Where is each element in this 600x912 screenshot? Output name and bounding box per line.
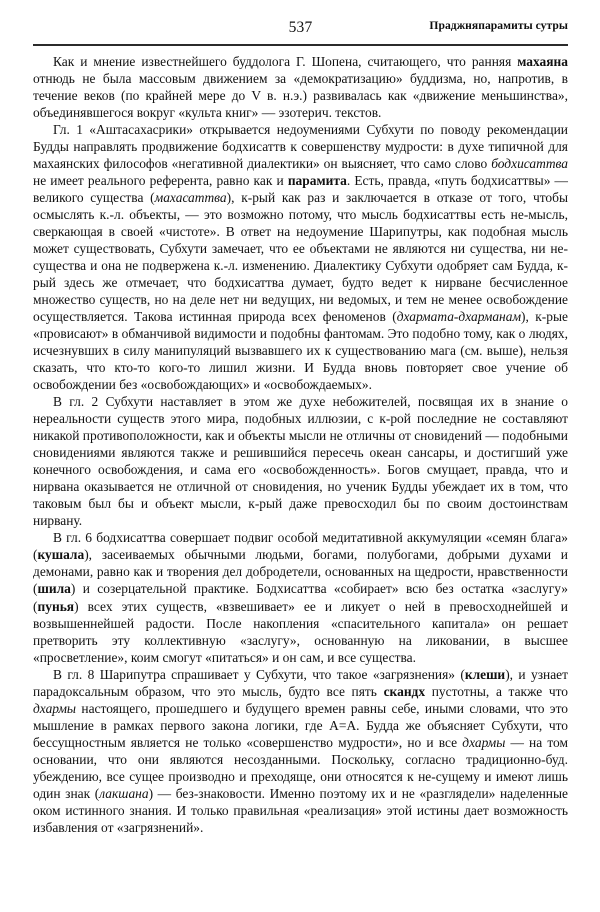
text-run: настоящего, прошедшего и будущего времен равны себе, иными словами, что это мышление в рамках первого закона логики, где А=А. Будда же объясняет Субхути, что бессущностным является не только «совершенство мудрости», но и все	[33, 700, 568, 750]
emphasis-italic: бодхисаттва	[491, 156, 568, 172]
emphasis-bold: скандх	[383, 683, 426, 699]
text-run: отнюдь не была массовым движением за «демократизацию» буддизма, но, напротив, в течение веков (по крайней мере до V в. н.э.) развивалась как «движение меньшинства», объединявшегося вокруг «культа книг» — эзотерич. текстов.	[33, 71, 568, 121]
paragraph	[33, 529, 568, 665]
text-run: не имеет реального референта, равно как и	[33, 173, 288, 189]
emphasis-bold: шила	[37, 581, 71, 597]
text-run: ), засеиваемых обычными людьми, богами, полубогами, добрыми духами и демонами, равно как и творения дел добродетели, основанных на щедрости, нравственности (	[33, 547, 568, 597]
body-text	[33, 53, 568, 836]
emphasis-bold: парамита	[287, 173, 347, 189]
text-run: В гл. 8 Шарипутра спрашивает у Субхути, что такое «загрязнения» (	[53, 666, 465, 682]
page-number: 537	[288, 19, 313, 36]
emphasis-italic: дхармы	[33, 700, 77, 716]
emphasis-italic: дхармата-дхарманам	[396, 309, 522, 325]
emphasis-italic: дхармы	[462, 734, 506, 750]
text-run: Как и мнение известнейшего буддолога Г. Шопена, считающего, что ранняя	[53, 54, 518, 69]
text-run: ) — без-знаковости. Именно поэтому их и не «разглядели» наделенные оком истинного знания. И только правильная «реализация» этой истины дает возможность избавления от «загрязнений».	[33, 785, 568, 835]
paragraph	[33, 666, 568, 836]
text-run: ), к-рые «провисают» в обманчивой видимости и подобны фантомам. Это подобно тому, как о людях, исчезнувших в силу манипуляций вызвавшего их к существованию мага (см. выше), нельзя сказать, что кто-то кого-то лишил жизни. И Будда вновь повторяет свое учение об освобождении без «освобождающих» и «освобождаемых».	[33, 309, 568, 393]
text-run: ), к-рый как раз и заключается в отказе от того, чтобы осмыслять к.-л. объекты, — это возможно потому, что мысль бодхисаттвы есть не-мысль, сверкающая в своей «чистоте». В ответ на недоумение Шарипутры, как подобная мысль может существовать, Субхути замечает, что ее объектами не являются ни существа, ни не-существа и она не подвержена к.-л. изменению. Диалектику Субхути одобряет сам Будда, к-рый здесь же отмечает, что бодхисаттва думает, будто ведет к нирване бесчисленное множество существ, но на деле нет ни ведущих, ни ведомых, и тем не менее освобождение осуществляется. Такова истинная природа всех феноменов (	[33, 190, 568, 325]
paragraph	[33, 53, 568, 121]
text-run: ), и узнает парадоксальным образом, что это мысль, будто все пять	[33, 666, 568, 699]
text-run: В гл. 6 бодхисаттва совершает подвиг особой медитативной аккумуляции «семян блага» (	[33, 530, 568, 563]
text-run: ) и созерцательной практике. Бодхисаттва «собирает» всю без остатка «заслугу» (	[33, 581, 568, 614]
paragraph	[33, 393, 568, 529]
text-run: В гл. 2 Субхути наставляет в этом же духе небожителей, посвящая их в знание о нереальности существ этого мира, подобных иллюзии, с к-рой последние не составляют никакой противоположности, как и объекты мысли не отличны от сновидений — подобными сновидениями являются также и решившийся пересечь океан сансары, и достигший уже конечного освобождения, и сама его «освобожденность». Богов смущает, правда, что и нирвана оказывается не отличной от сновидения, но ученик Будды убеждает их в том, что таковым был бы и объект мысли, к-рый даже превосходил бы по своим достоинствам нирвану.	[33, 394, 568, 529]
header-rule	[33, 44, 568, 46]
paragraph	[33, 121, 568, 393]
running-title: Праджняпарамиты сутры	[429, 19, 568, 32]
text-run: — на том основании, что они являются несозданными. Поскольку, согласно традиционно-буд. убеждению, все сущее производно и преходяще, они относятся к не-сущему и имеют лишь один знак (	[33, 734, 568, 801]
emphasis-bold: пунья	[37, 598, 75, 614]
emphasis-bold: кушала	[37, 547, 85, 563]
text-run: Гл. 1 «Аштасахасрики» открывается недоумениями Субхути по поводу рекомендации Будды направлять продвижение бодхисаттв к совершенству мудрости: в духе типичной для махаянских философов «негативной диалектики» он выясняет, что само слово	[33, 122, 568, 172]
text-run: . Есть, правда, «путь бодхисаттвы» — великого существа (	[33, 173, 568, 206]
running-head	[33, 20, 568, 40]
emphasis-bold: клеши	[464, 666, 506, 682]
emphasis-bold: махаяна	[517, 54, 568, 69]
text-run: ) всех этих существ, «взвешивает» ее и ликует о ней в превосходнейшей и возвышеннейшей радости. После накопления «спасительного капитала» он решает претворить эту коллективную «заслугу», основанную на ликовании, в высшее «просветление», коим смогут «питаться» и он сам, и все существа.	[33, 598, 568, 665]
text-run: пустотны, а также что	[425, 683, 568, 699]
emphasis-italic: махасаттва	[154, 190, 227, 206]
emphasis-italic: лакшана	[99, 785, 149, 801]
